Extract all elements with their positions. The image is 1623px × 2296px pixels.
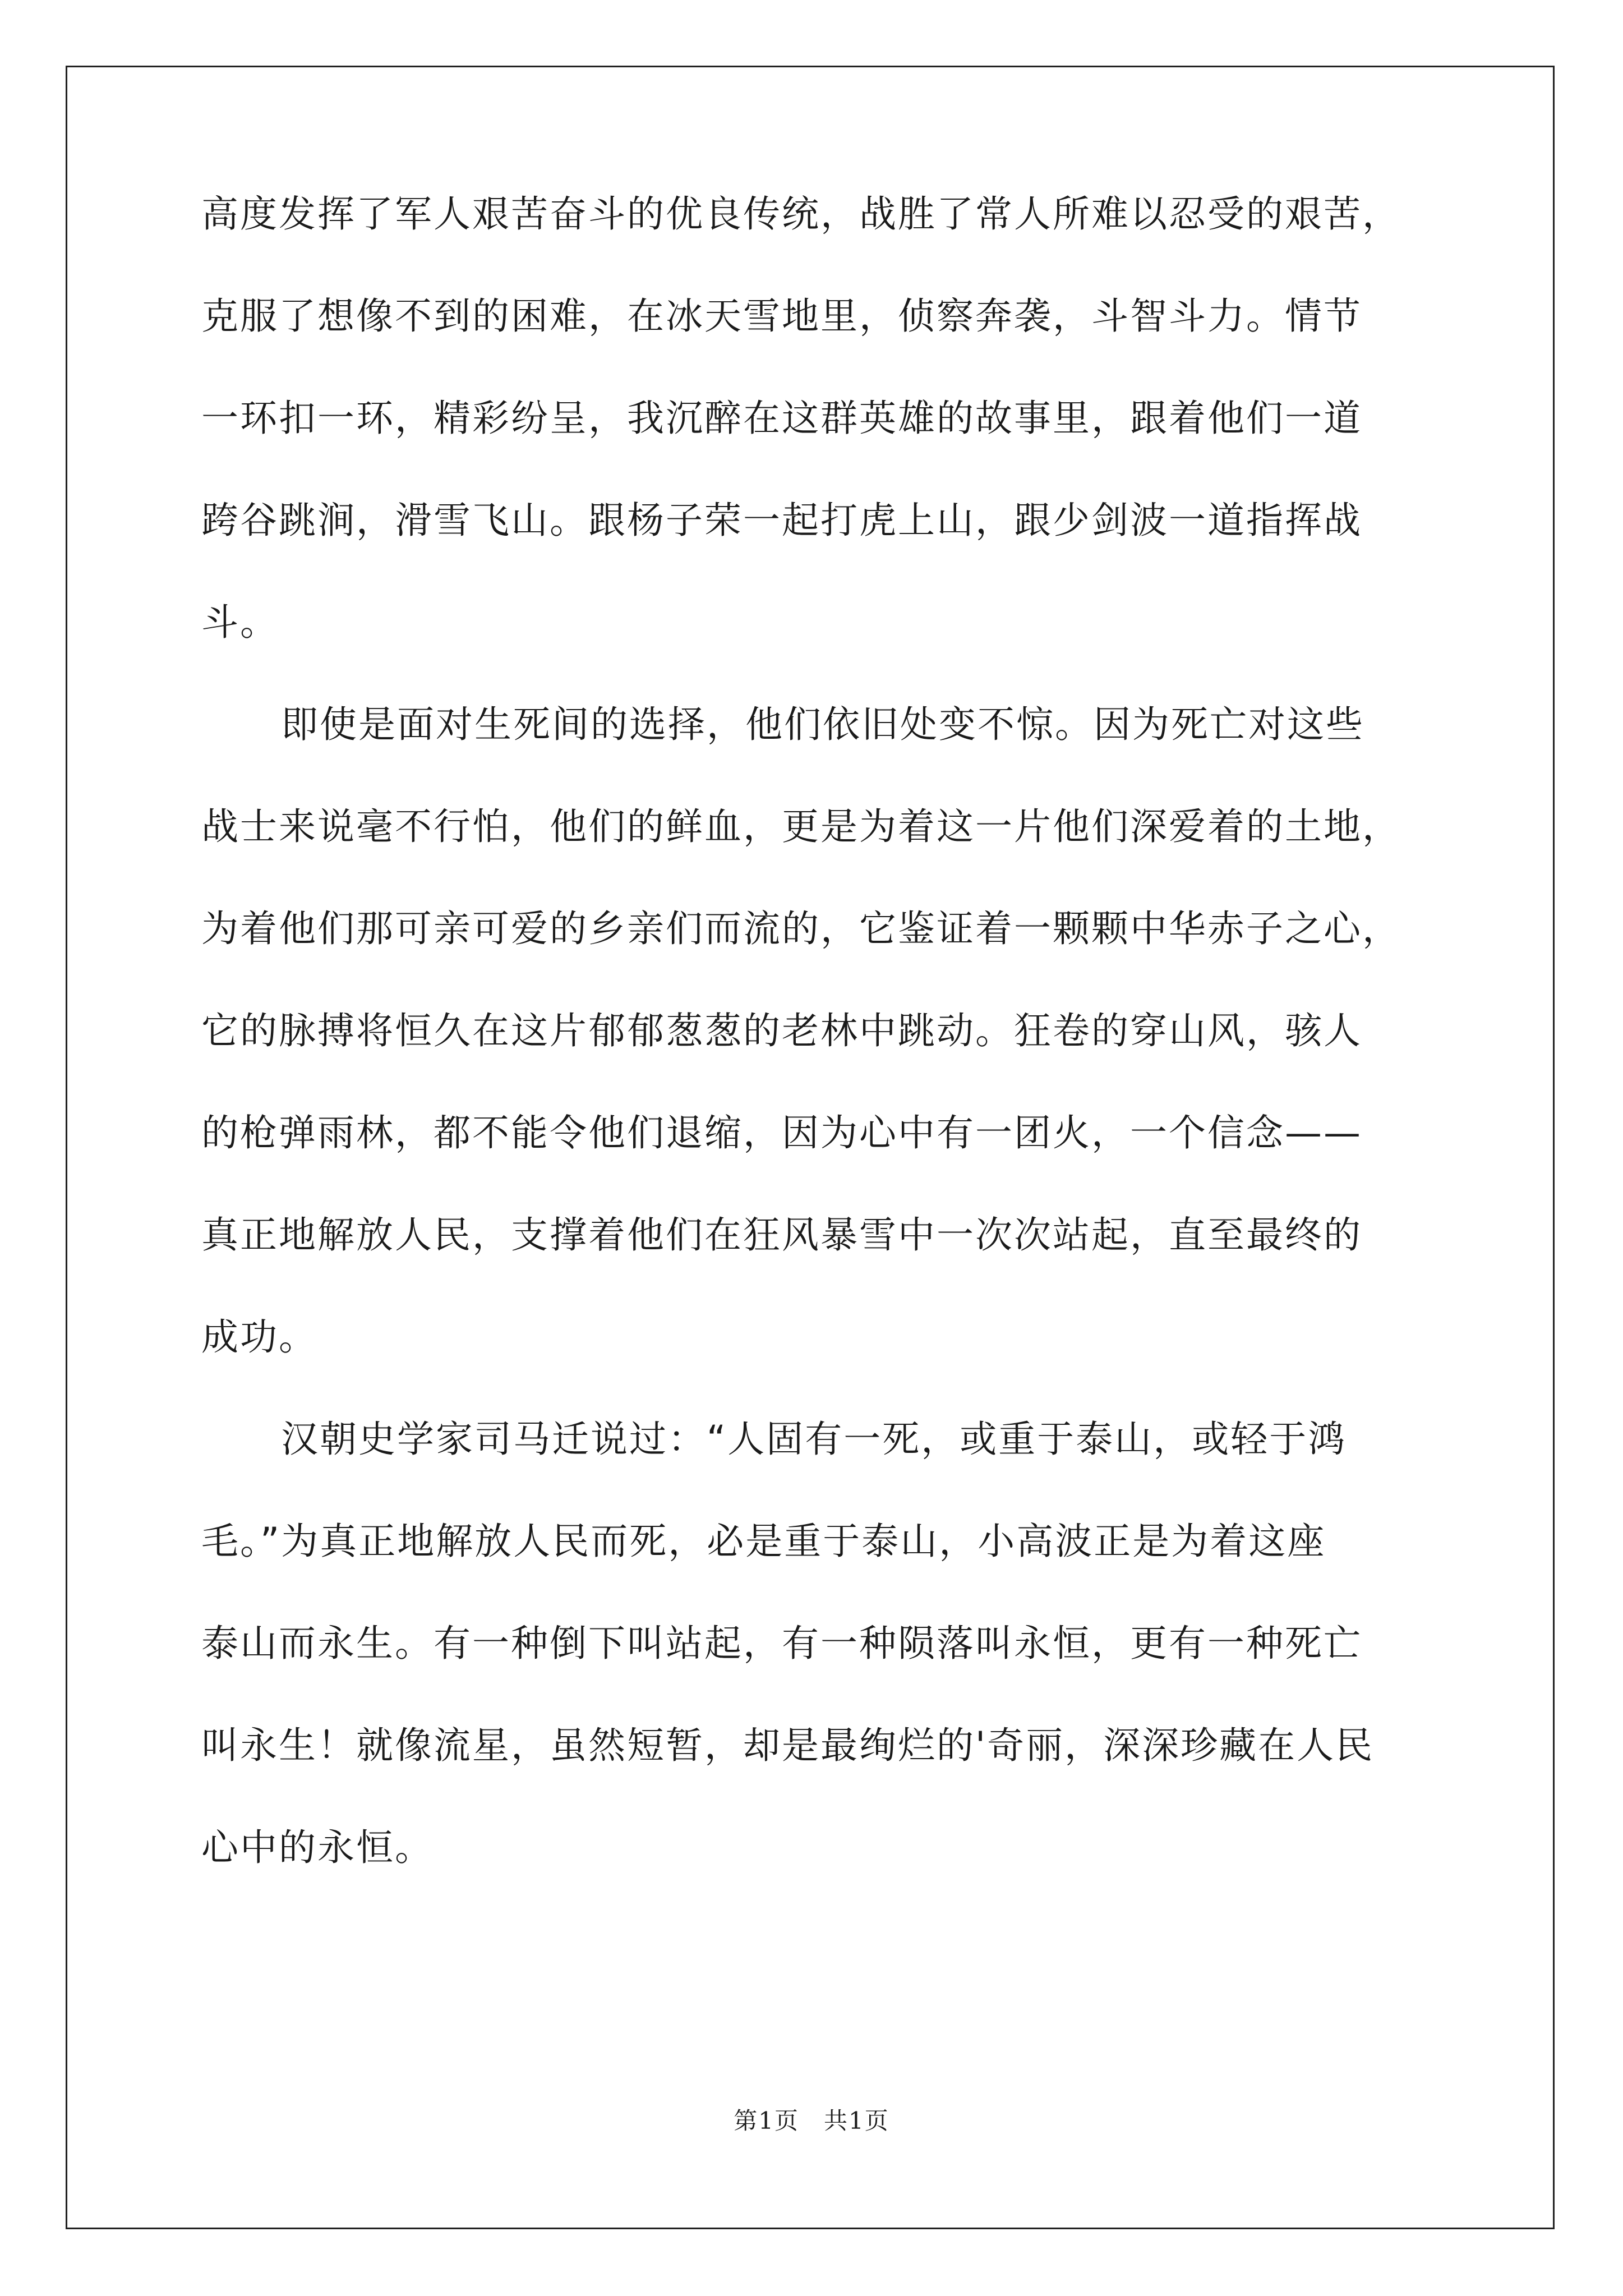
text-line: 即使是面对生死间的选择，他们依旧处变不惊。因为死亡对这些 xyxy=(281,703,1364,746)
text-line: 真正地解放人民，支撑着他们在狂风暴雪中一次次站起，直至最终的 xyxy=(201,1213,1362,1257)
page-number-footer: 第1页 共1页 xyxy=(734,2107,889,2134)
text-line: 它的脉搏将恒久在这片郁郁葱葱的老林中跳动。狂卷的穿山风，骇人 xyxy=(201,1009,1362,1052)
document-body xyxy=(201,178,1428,1913)
text-line: 泰山而永生。有一种倒下叫站起，有一种陨落叫永恒，更有一种死亡 xyxy=(201,1622,1362,1665)
text-line: 叫永生！就像流星，虽然短暂，却是最绚烂的'奇丽，深深珍藏在人民 xyxy=(201,1724,1375,1767)
text-line: 一环扣一环，精彩纷呈，我沉醉在这群英雄的故事里，跟着他们一道 xyxy=(201,397,1362,440)
paragraph-3 xyxy=(201,1403,1428,1913)
text-line: 的枪弹雨林，都不能令他们退缩，因为心中有一团火，一个信念—— xyxy=(201,1111,1362,1154)
paragraph-2 xyxy=(201,688,1428,1403)
text-line: 为着他们那可亲可爱的乡亲们而流的，它鉴证着一颗颗中华赤子之心， xyxy=(201,907,1401,950)
text-line: 战士来说毫不行怕，他们的鲜血，更是为着这一片他们深爱着的土地， xyxy=(201,805,1401,848)
text-line: 跨谷跳涧，滑雪飞山。跟杨子荣一起打虎上山，跟少剑波一道指挥战 xyxy=(201,499,1362,542)
text-line: 斗。 xyxy=(201,601,279,644)
text-line: 毛。”为真正地解放人民而死，必是重于泰山，小高波正是为着这座 xyxy=(201,1520,1326,1563)
paragraph-1 xyxy=(201,178,1428,688)
text-line: 汉朝史学家司马迁说过：“人固有一死，或重于泰山，或轻于鸿 xyxy=(281,1418,1347,1461)
text-line: 成功。 xyxy=(201,1315,317,1359)
text-line: 克服了想像不到的困难，在冰天雪地里，侦察奔袭，斗智斗力。情节 xyxy=(201,295,1362,338)
text-line: 心中的永恒。 xyxy=(201,1826,434,1869)
text-line: 高度发挥了军人艰苦奋斗的优良传统，战胜了常人所难以忍受的艰苦， xyxy=(201,192,1401,236)
